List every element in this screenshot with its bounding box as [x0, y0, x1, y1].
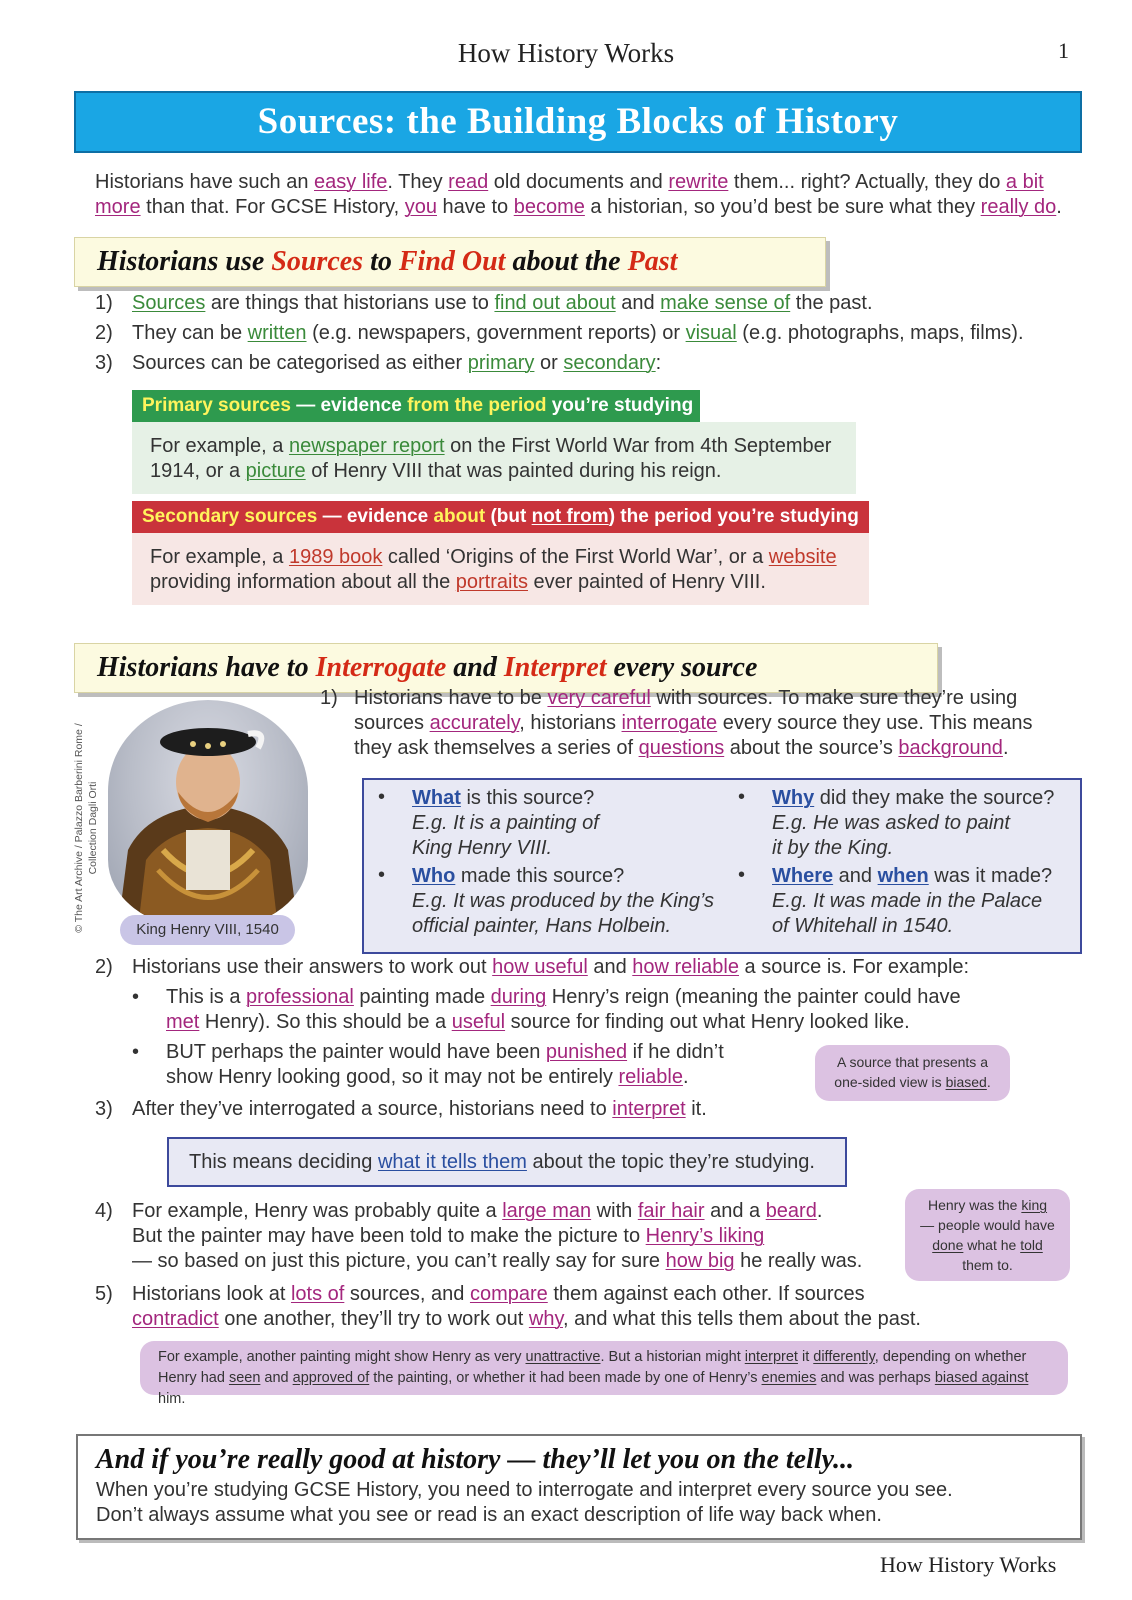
question-where-when: Where and when was it made? E.g. It was made in the Palace of Whitehall in 1540. [772, 865, 1053, 937]
keyword: really do [980, 196, 1057, 218]
list-item: 2) They can be written (e.g. newspapers, government reports) or visual (e.g. photographs, maps, films). [95, 322, 1024, 344]
note-king: Henry was the king — people would have done what he told them to. [905, 1189, 1070, 1281]
list-item: 4) For example, Henry was probably quite a large man with fair hair and a beard. But the painter may have been told to make the picture to Henry’s liking — so based on just this picture, you can’t really say for sure how big he really was. [95, 1200, 863, 1272]
section-heading-sources: Historians use Sources to Find Out about the Past [74, 237, 826, 287]
question-why: Why did they make the source? E.g. He was asked to paint it by the King. [772, 787, 1055, 859]
questions-box: • What is this source? E.g. It is a painting of King Henry VIII. • Why did they make the source? E.g. He was asked to paint it by the King. • Who made this source? E.g. It was produced by the King’s official painter, Hans Holbein. • Where and when was it made? E.g. It was made in the Palace of Whitehall in 1540. [362, 778, 1082, 954]
henry-viii-portrait [108, 700, 308, 928]
list-item: 3) Sources can be categorised as either primary or secondary: [95, 352, 662, 374]
portrait-image [108, 700, 308, 928]
question-who: Who made this source? E.g. It was produced by the King’s official painter, Hans Holbein. [412, 865, 715, 937]
keyword: more [95, 196, 141, 218]
list-item: 2) Historians use their answers to work out how useful and how reliable a source is. For example: [95, 956, 970, 978]
interpret-box: This means deciding what it tells them about the topic they’re studying. [167, 1137, 847, 1187]
keyword: become [513, 196, 585, 218]
intro-paragraph: Historians have such an easy life. They read old documents and rewrite them... right? Actually, they do a bit more than that. For GCSE History, you have to become a historian, so you’d best be sure what they really do. [95, 171, 1062, 218]
summary-text: When you’re studying GCSE History, you need to interrogate and interpret every source you see. Don’t always assume what you see or read is an exact description of life way back when. [96, 1479, 953, 1526]
secondary-sources-bar: Secondary sources — evidence about (but not from) the period you’re studying [132, 501, 869, 533]
bullet-item: • This is a professional painting made during Henry’s reign (meaning the painter could have met Henry). So this should be a useful source for finding out what Henry looked like. [132, 986, 961, 1033]
keyword: read [448, 171, 489, 193]
keyword: you [404, 196, 437, 218]
list-item: 1) Sources are things that historians use to find out about and make sense of the past. [95, 292, 873, 314]
question-what: What is this source? E.g. It is a painting of King Henry VIII. [412, 787, 599, 859]
primary-example: For example, a newspaper report on the First World War from 4th September 1914, or a picture of Henry VIII that was painted during his reign. [132, 422, 856, 494]
title-banner: Sources: the Building Blocks of History [74, 91, 1082, 153]
keyword: a bit [1005, 171, 1044, 193]
page-header: How History Works [457, 38, 675, 68]
secondary-example: For example, a 1989 book called ‘Origins of the First World War’, or a website providing information about all the portraits ever painted of Henry VIII. [132, 533, 869, 605]
keyword: easy life [314, 171, 388, 193]
image-credit: © The Art Archive / Palazzo Barberini Rome / Collection Dagli Orti [73, 723, 99, 933]
bullet-item: • BUT perhaps the painter would have been punished if he didn’t show Henry looking good, so it may not be entirely reliable. [132, 1041, 724, 1088]
summary-title: And if you’re really good at history — they’ll let you on the telly... [96, 1444, 855, 1475]
note-biased: A source that presents a one-sided view is biased. [815, 1045, 1010, 1101]
note-example: For example, another painting might show Henry as very unattractive. But a historian might interpret it differently, depending on whether Henry had seen and approved of the painting, or whether it had been made by one of Henry’s enemies and was perhaps biased against him. [140, 1341, 1068, 1395]
keyword: rewrite [668, 171, 729, 193]
page-number: 1 [1058, 38, 1069, 63]
section-heading-interrogate: Historians have to Interrogate and Interpret every source [74, 643, 938, 693]
primary-sources-bar: Primary sources — evidence from the period you’re studying [132, 390, 700, 422]
page-footer: How History Works [880, 1552, 1057, 1577]
list-item: 1) Historians have to be very careful with sources. To make sure they’re using sources accurately, historians interrogate every source they use. This means they ask themselves a series of questions about the source’s background. [320, 687, 1033, 759]
summary-box [76, 1434, 1082, 1540]
list-item: 5) Historians look at lots of sources, and compare them against each other. If sources contradict one another, they’ll try to work out why, and what this tells them about the past. [95, 1283, 921, 1330]
portrait-caption: King Henry VIII, 1540 [120, 915, 295, 945]
list-item: 3) After they’ve interrogated a source, historians need to interpret it. [95, 1098, 707, 1120]
